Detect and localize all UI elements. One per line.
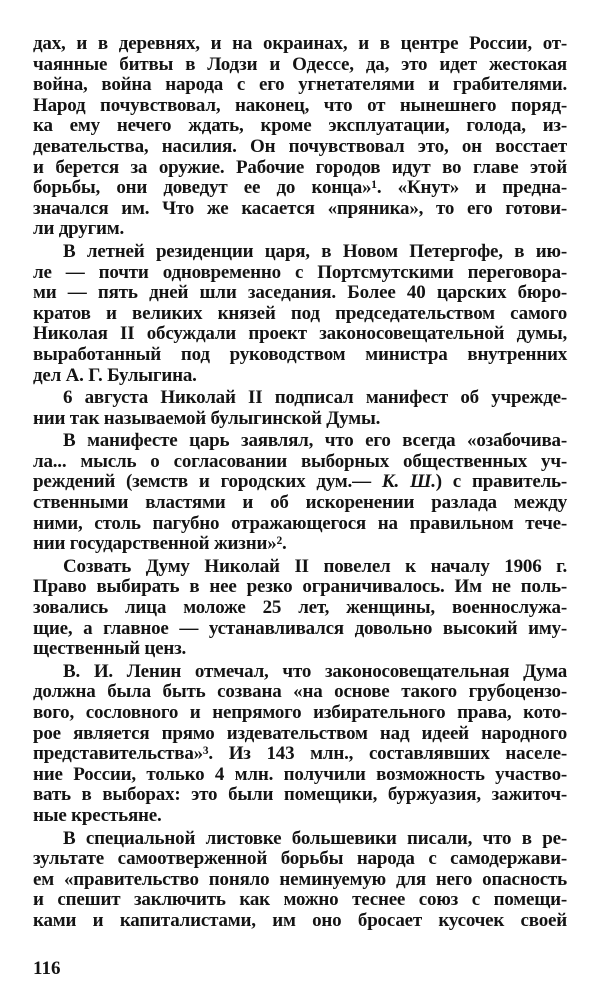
text-line: рое является прямо издевательством над идеей народного: [33, 722, 567, 744]
text-line: чаянные битвы в Лодзи и Одессе, да, это идет жестокая: [33, 53, 567, 75]
text-line: и спешит заключить как можно теснее союз с помещи-: [33, 889, 567, 911]
text-line: борьбы, они доведут ее до конца»¹. «Кнут» и предна-: [33, 177, 567, 199]
text-line: война, война народа с его угнетателями и грабителями.: [33, 74, 567, 96]
text-line: ла... мысль о согласовании выборных общественных уч-: [33, 450, 567, 472]
text-line: вать в выборах: это были помещики, буржуазия, зажиточ-: [33, 784, 567, 806]
paragraph: [33, 431, 567, 555]
text-line: ле — почти одновременно с Портсмутскими переговора-: [33, 261, 567, 283]
text-line: значался им. Что же касается «пряника», то его готови-: [33, 197, 567, 219]
text-line: ними, столь пагубно отражающегося на правильном тече-: [33, 512, 567, 534]
text-line: и берется за оружие. Рабочие городов идут во главе этой: [33, 156, 567, 178]
text-line: ми — пять дней шли заседания. Более 40 царских бюро-: [33, 282, 567, 304]
text-line: зовались лица моложе 25 лет, женщины, военнослужа-: [33, 597, 567, 619]
text-line: Созвать Думу Николай II повелел к началу 1906 г.: [63, 555, 567, 577]
text-line: В. И. Ленин отмечал, что законосовещательная Дума: [63, 660, 567, 682]
text-line: кратов и великих князей под председательством самого: [33, 302, 567, 324]
book-page-text: [33, 34, 567, 932]
text-line: Народ почувствовал, наконец, что от нынешнего поряд-: [33, 94, 567, 116]
text-line: ка ему нечего ждать, кроме эксплуатации, голода, из-: [33, 115, 567, 137]
text-line: Николая II обсуждали проект законосовещательной думы,: [33, 323, 567, 345]
text-line: ем «правительство поняло неминуемую для него опасность: [33, 868, 567, 890]
text-line: девательства, насилия. Он почувствовал это, он восстает: [33, 135, 567, 157]
text-segment: реждений (земств и городских дум.—: [33, 471, 382, 493]
text-segment: ) с правитель-: [435, 471, 568, 493]
page-column: [33, 34, 567, 980]
italic-initials: К. Ш.: [381, 471, 436, 493]
text-line: В манифесте царь заявлял, что его всегда «озабочива-: [63, 430, 567, 452]
text-line: вого, сословного и непрямого избирательного права, кото-: [33, 702, 567, 723]
text-line: ные крестьяне.: [33, 804, 162, 826]
text-line: ственными властями и об искоренении разлада между: [33, 492, 567, 514]
text-line: дел А. Г. Булыгина.: [33, 364, 197, 386]
text-line: Право выбирать в нее резко ограничивалось. Им не поль-: [33, 576, 567, 598]
page-number: 116: [33, 957, 61, 979]
text-line: должна была быть созвана «на основе такого грубоцензо-: [33, 681, 567, 703]
paragraph: [33, 242, 567, 386]
text-line: ли другим.: [33, 218, 125, 240]
text-line: В специальной листовке большевики писали, что в ре-: [63, 827, 567, 849]
text-line: нии государственной жизни»².: [33, 533, 287, 555]
text-line: 6 августа Николай II подписал манифест об учрежде-: [63, 387, 567, 409]
paragraph: [33, 34, 567, 240]
text-line: ками и капиталистами, им оно бросает кусочек своей: [33, 909, 567, 931]
text-line: [33, 472, 567, 493]
paragraph: [33, 829, 567, 932]
text-line: щественный ценз.: [33, 638, 187, 660]
text-line: нии так называемой булыгинской Думы.: [33, 407, 381, 429]
paragraph: [33, 662, 567, 827]
text-line: дах, и в деревнях, и на окраинах, и в центре России, от-: [33, 33, 567, 54]
text-line: В летней резиденции царя, в Новом Петергофе, в ию-: [63, 240, 567, 262]
text-line: зультате самоотверженной борьбы народа с самодержави-: [33, 848, 567, 870]
paragraph: [33, 388, 567, 429]
text-line: ние России, только 4 млн. получили возможность участво-: [33, 763, 567, 785]
text-line: щие, а главное — устанавливался довольно высокий иму-: [33, 617, 567, 639]
text-line: представительства»³. Из 143 млн., составлявших населе-: [33, 743, 567, 765]
text-line: выработанный под руководством министра внутренних: [33, 343, 567, 365]
paragraph: [33, 557, 567, 660]
